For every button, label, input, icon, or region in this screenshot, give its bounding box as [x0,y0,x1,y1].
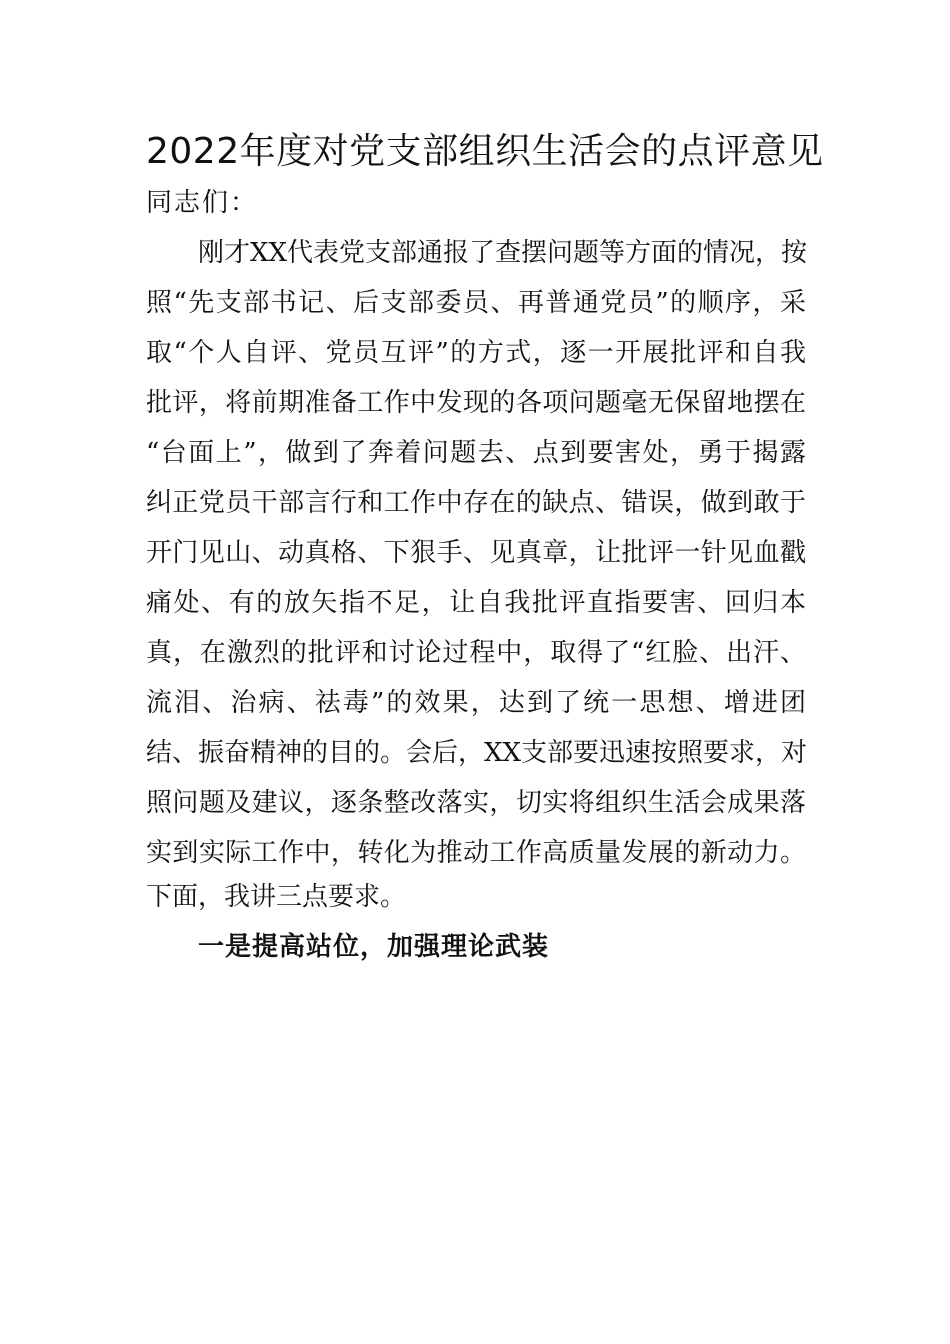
salutation: 同志们： [146,188,259,218]
paragraph-line-6: 纠正党员干部言行和工作中存在的缺点、错误，做到敢于 [146,488,806,518]
paragraph-line-12: 照问题及建议，逐条整改落实，切实将组织生活会成果落 [146,788,806,818]
paragraph-line-13: 实到实际工作中，转化为推动工作高质量发展的新动力。 [146,838,806,868]
section-heading: 一是提高站位，加强理论武装 [198,932,550,962]
paragraph-line-2: 照“先支部书记、后支部委员、再普通党员”的顺序，采 [146,288,806,318]
paragraph-line-14: 下面，我讲三点要求。 [146,882,407,912]
document-title: 2022年度对党支部组织生活会的点评意见 [146,131,824,172]
paragraph-line-8: 痛处、有的放矢指不足，让自我批评直指要害、回归本 [146,588,806,618]
paragraph-line-4: 批评，将前期准备工作中发现的各项问题毫无保留地摆在 [146,388,806,418]
paragraph-line-11: 结、振奋精神的目的。会后，XX支部要迅速按照要求，对 [146,738,808,768]
paragraph-line-5: “台面上”，做到了奔着问题去、点到要害处，勇于揭露 [146,438,806,468]
paragraph-line-9: 真，在激烈的批评和讨论过程中，取得了“红脸、出汗、 [146,638,806,668]
paragraph-line-7: 开门见山、动真格、下狠手、见真章，让批评一针见血戳 [146,538,806,568]
paragraph-line-3: 取“个人自评、党员互评”的方式，逐一开展批评和自我 [146,338,806,368]
paragraph-line-10: 流泪、治病、祛毒”的效果，达到了统一思想、增进团 [146,688,806,718]
paragraph-line-1: 刚才XX代表党支部通报了查摆问题等方面的情况，按 [198,238,808,268]
